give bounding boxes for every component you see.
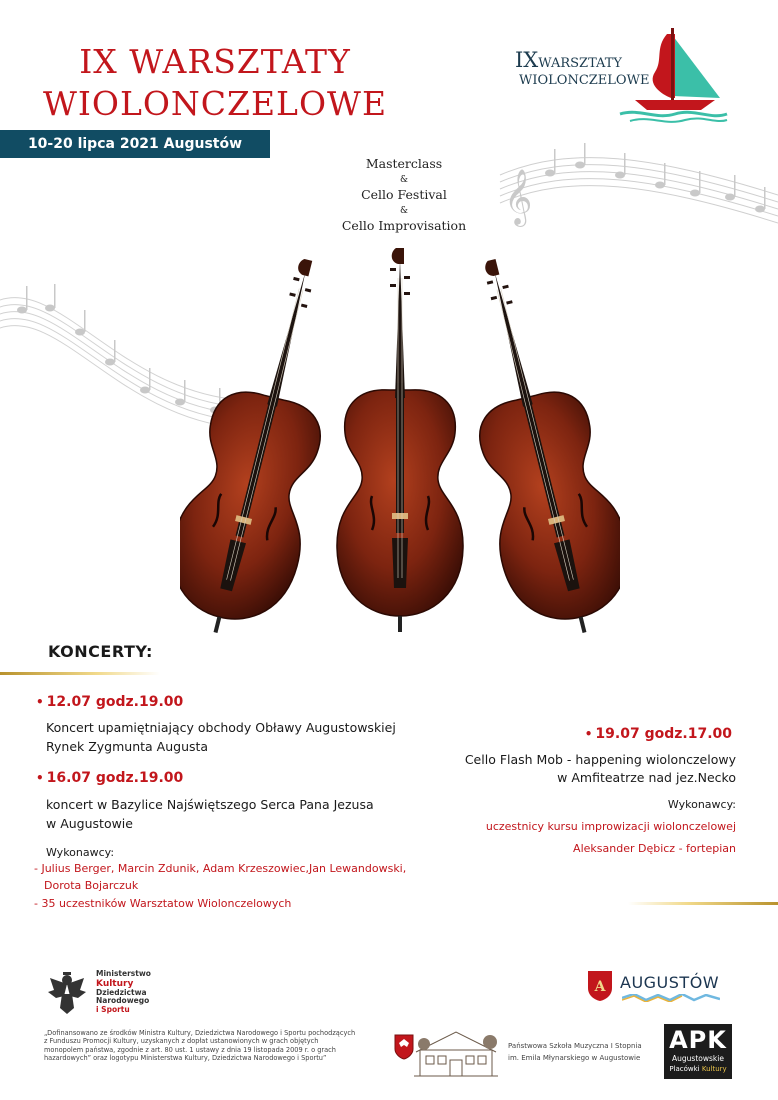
right-performers-item-1: uczestnicy kursu improwizacji wiolonczelowej bbox=[485, 820, 736, 833]
apk-logo-line-1: Augustowskie bbox=[672, 1054, 724, 1063]
event-1-description-line-2: Rynek Zygmunta Augusta bbox=[46, 739, 209, 754]
polish-eagle-emblem-icon bbox=[46, 970, 88, 1014]
school-name-line-2: im. Emila Młynarskiego w Augustowie bbox=[508, 1054, 641, 1062]
workshop-logo bbox=[515, 28, 730, 123]
augustow-coat-of-arms-icon bbox=[587, 970, 613, 1002]
left-performers-item-1-line-2: Dorota Bojarczuk bbox=[44, 879, 139, 892]
augustow-wave-icon bbox=[622, 994, 720, 1002]
ministry-line-5: i Sportu bbox=[96, 1004, 130, 1014]
ministry-line-3: Dziedzictwa bbox=[96, 987, 147, 997]
tagline-ampersand-1: & bbox=[399, 175, 408, 185]
left-performers-label: Wykonawcy: bbox=[46, 846, 115, 859]
event-3-date-text: 19.07 godz.17.00 bbox=[595, 726, 732, 742]
event-3-date: • 19.07 godz.17.00 bbox=[584, 726, 732, 742]
event-1-date-text: 12.07 godz.19.00 bbox=[46, 694, 184, 710]
event-2-date-text: 16.07 godz.19.00 bbox=[46, 770, 184, 786]
apk-logo-big: APK bbox=[669, 1026, 727, 1054]
tagline-ampersand-2: & bbox=[399, 206, 408, 216]
event-2-description-line-2: w Augustowie bbox=[46, 816, 133, 831]
music-notes-decoration-top-right bbox=[490, 135, 778, 265]
logo-numeral: IX bbox=[515, 48, 539, 72]
tagline-line-2: Cello Festival bbox=[361, 187, 447, 202]
right-performers-label: Wykonawcy: bbox=[667, 798, 736, 811]
concerts-heading: KONCERTY: bbox=[48, 642, 153, 661]
gold-divider-right bbox=[628, 902, 778, 905]
svg-text:𝄞: 𝄞 bbox=[504, 169, 533, 225]
tagline-line-3: Cello Improvisation bbox=[341, 218, 467, 233]
event-1-date: • 12.07 godz.19.00 bbox=[36, 694, 184, 710]
left-performers-item-2: - 35 uczestników Warsztatow Wiolonczelowych bbox=[34, 897, 292, 910]
event-2-description-line-1: koncert w Bazylice Najświętszego Serca Pana Jezusa bbox=[46, 797, 374, 812]
event-3-description-line-2: w Amfiteatrze nad jez.Necko bbox=[557, 770, 736, 785]
three-cellos-image bbox=[180, 248, 620, 648]
svg-text:A: A bbox=[594, 979, 606, 995]
school-building-sketch bbox=[414, 1024, 498, 1080]
apk-logo bbox=[664, 1024, 732, 1079]
augustow-label: AUGUSTÓW bbox=[620, 973, 720, 992]
logo-line-2: WIOLONCZELOWE bbox=[519, 73, 650, 88]
right-performers-item-2: Aleksander Dębicz - fortepian bbox=[573, 842, 736, 855]
event-1-description-line-1: Koncert upamiętniający obchody Obławy Augustowskiej bbox=[46, 720, 396, 735]
date-location-bar: 10-20 lipca 2021 Augustów bbox=[0, 130, 270, 158]
event-title-line-2: WIOLONCZELOWE bbox=[42, 84, 388, 123]
left-performers-item-1-line-1: - Julius Berger, Marcin Zdunik, Adam Krzeszowiec,Jan Lewandowski, bbox=[34, 862, 407, 875]
apk-logo-line-2b: Kultury bbox=[701, 1065, 727, 1073]
funding-note: „Dofinansowano ze środków Ministra Kultury, Dziedzictwa Narodowego i Sportu pochodzących z Funduszu Promocji Kultury, uzyskanych z dopłat ustanowionych w grach objętych monopolem państwa, zgodnie z art. 80 ust. 1 ustawy z dnia 19 listopada 2009 r. o grach hazardowych” oraz logotypu Ministerstwa Kultury, Dziedzictwa Narodowego i Sportu” bbox=[44, 1029, 356, 1063]
logo-line-1: WARSZTATY bbox=[538, 56, 622, 71]
ministry-line-1: Ministerstwo bbox=[96, 969, 151, 978]
gold-divider-left bbox=[0, 672, 160, 675]
apk-logo-line-2a: Placówki bbox=[669, 1065, 700, 1073]
school-emblem-icon bbox=[394, 1034, 414, 1060]
event-title-line-1: IX WARSZTATY bbox=[79, 42, 351, 81]
ministry-line-2: Kultury bbox=[96, 978, 134, 989]
ministry-line-4: Narodowego bbox=[96, 996, 150, 1006]
school-name-line-1: Państwowa Szkoła Muzyczna I Stopnia bbox=[508, 1042, 642, 1050]
event-2-date: • 16.07 godz.19.00 bbox=[36, 770, 184, 786]
event-3-description-line-1: Cello Flash Mob - happening wiolonczelowy bbox=[464, 752, 736, 767]
tagline-line-1: Masterclass bbox=[365, 156, 443, 171]
